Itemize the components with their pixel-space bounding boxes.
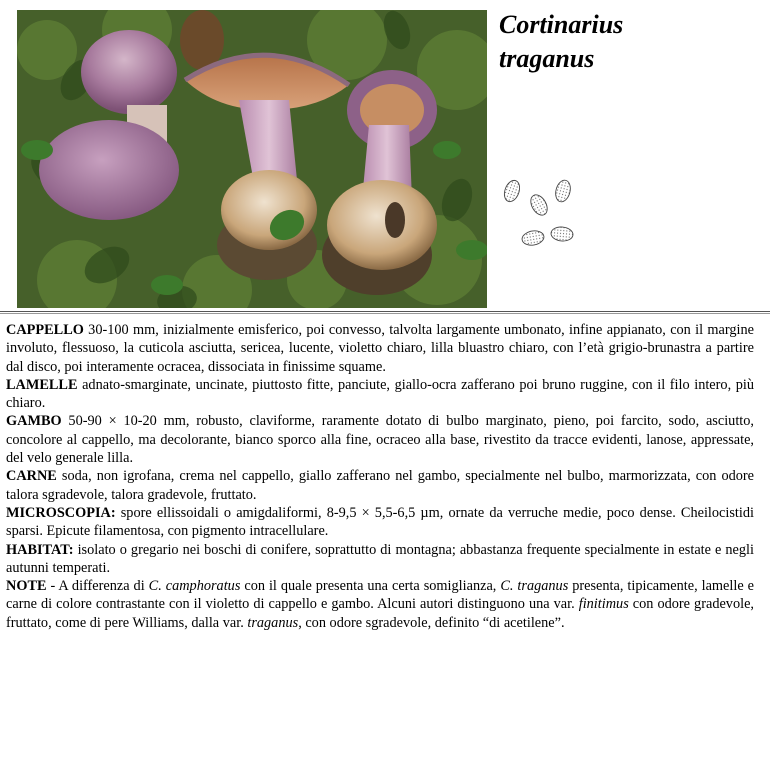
note-text-5: , con odore sgradevole, definito “di acetilene”. bbox=[298, 614, 565, 631]
carne-text: soda, non igrofana, crema nel cappello, giallo zafferano nel gambo, specialmente nel bulbo, marmorizzata, con odore talora sgradevole, talora gradevole, fruttato. bbox=[6, 468, 754, 503]
lamelle-text: adnato-smarginate, uncinate, piuttosto fitte, panciute, giallo-ocra zafferano poi bruno ruggine, con il filo intero, più chiaro. bbox=[6, 376, 754, 412]
title-species: traganus bbox=[499, 44, 595, 73]
note-italic-4: traganus bbox=[247, 614, 299, 631]
note-text-2: con il quale presenta una certa somiglianza, bbox=[240, 578, 501, 595]
section-lamelle bbox=[6, 376, 754, 413]
gambo-text: 50-90 × 10-20 mm, robusto, claviforme, raramente dotato di bulbo marginato, pieno, poi farcito, sodo, asciutto, concolore al cappello, ma decolorante, bianco sporco alla fine, ocraceo alla base, rivestito da tracce evidenti, lanose, appressate, del velo generale lilla. bbox=[6, 413, 754, 467]
note-italic-1: C. camphoratus bbox=[148, 578, 241, 595]
note-text-1: - A differenza di bbox=[46, 578, 149, 595]
microscopia-text: spore ellissoidali o amigdaliformi, 8-9,5 × 5,5-6,5 µm, ornate da verruche medie, poco dense. Cheilocistidi sparsi. Epicute filamentosa, con pigmento intracellulare. bbox=[6, 504, 754, 540]
description bbox=[6, 321, 754, 632]
habitat-text: isolato o gregario nei boschi di conifere, soprattutto di montagna; abbastanza frequente specialmente in estate e negli autunni temperati. bbox=[6, 541, 754, 576]
section-gambo bbox=[6, 412, 754, 467]
species-title bbox=[499, 8, 623, 76]
section-carne bbox=[6, 467, 754, 504]
section-note bbox=[6, 577, 754, 632]
note-text-3: presenta, tipicamente, lamelle e carne di colore contrastante con il violetto di cappello e gambo. Alcuni autori distinguono una var. bbox=[6, 578, 754, 613]
carne-label: CARNE bbox=[6, 468, 57, 485]
gambo-label: GAMBO bbox=[6, 413, 62, 430]
habitat-label: HABITAT: bbox=[6, 541, 74, 558]
microscopia-label: MICROSCOPIA: bbox=[6, 504, 116, 521]
section-cappello bbox=[6, 321, 754, 376]
note-label: NOTE bbox=[6, 578, 47, 595]
divider bbox=[0, 311, 770, 314]
note-text-4: con odore gradevole, fruttato, come di pere Williams, dalla var. bbox=[6, 596, 754, 631]
mushroom-photo bbox=[17, 10, 487, 308]
cappello-label: CAPPELLO bbox=[6, 322, 84, 338]
lamelle-label: LAMELLE bbox=[6, 376, 78, 393]
note-italic-3: finitimus bbox=[578, 596, 629, 613]
spores-drawing bbox=[499, 175, 584, 250]
title-genus: Cortinarius bbox=[499, 10, 624, 39]
note-italic-2: C. traganus bbox=[500, 578, 569, 595]
section-microscopia bbox=[6, 504, 754, 541]
section-habitat bbox=[6, 541, 754, 578]
cappello-text: 30-100 mm, inizialmente emisferico, poi convesso, talvolta largamente umbonato, infine appianato, con il margine involuto, flessuoso, la cuticola asciutta, sericea, lucente, violetto chiaro, lilla bluastro chiaro, con l’età grigio-brunastra a partire dal disco, poi interamente ocracea, dissociata in finissime squame. bbox=[6, 322, 754, 375]
